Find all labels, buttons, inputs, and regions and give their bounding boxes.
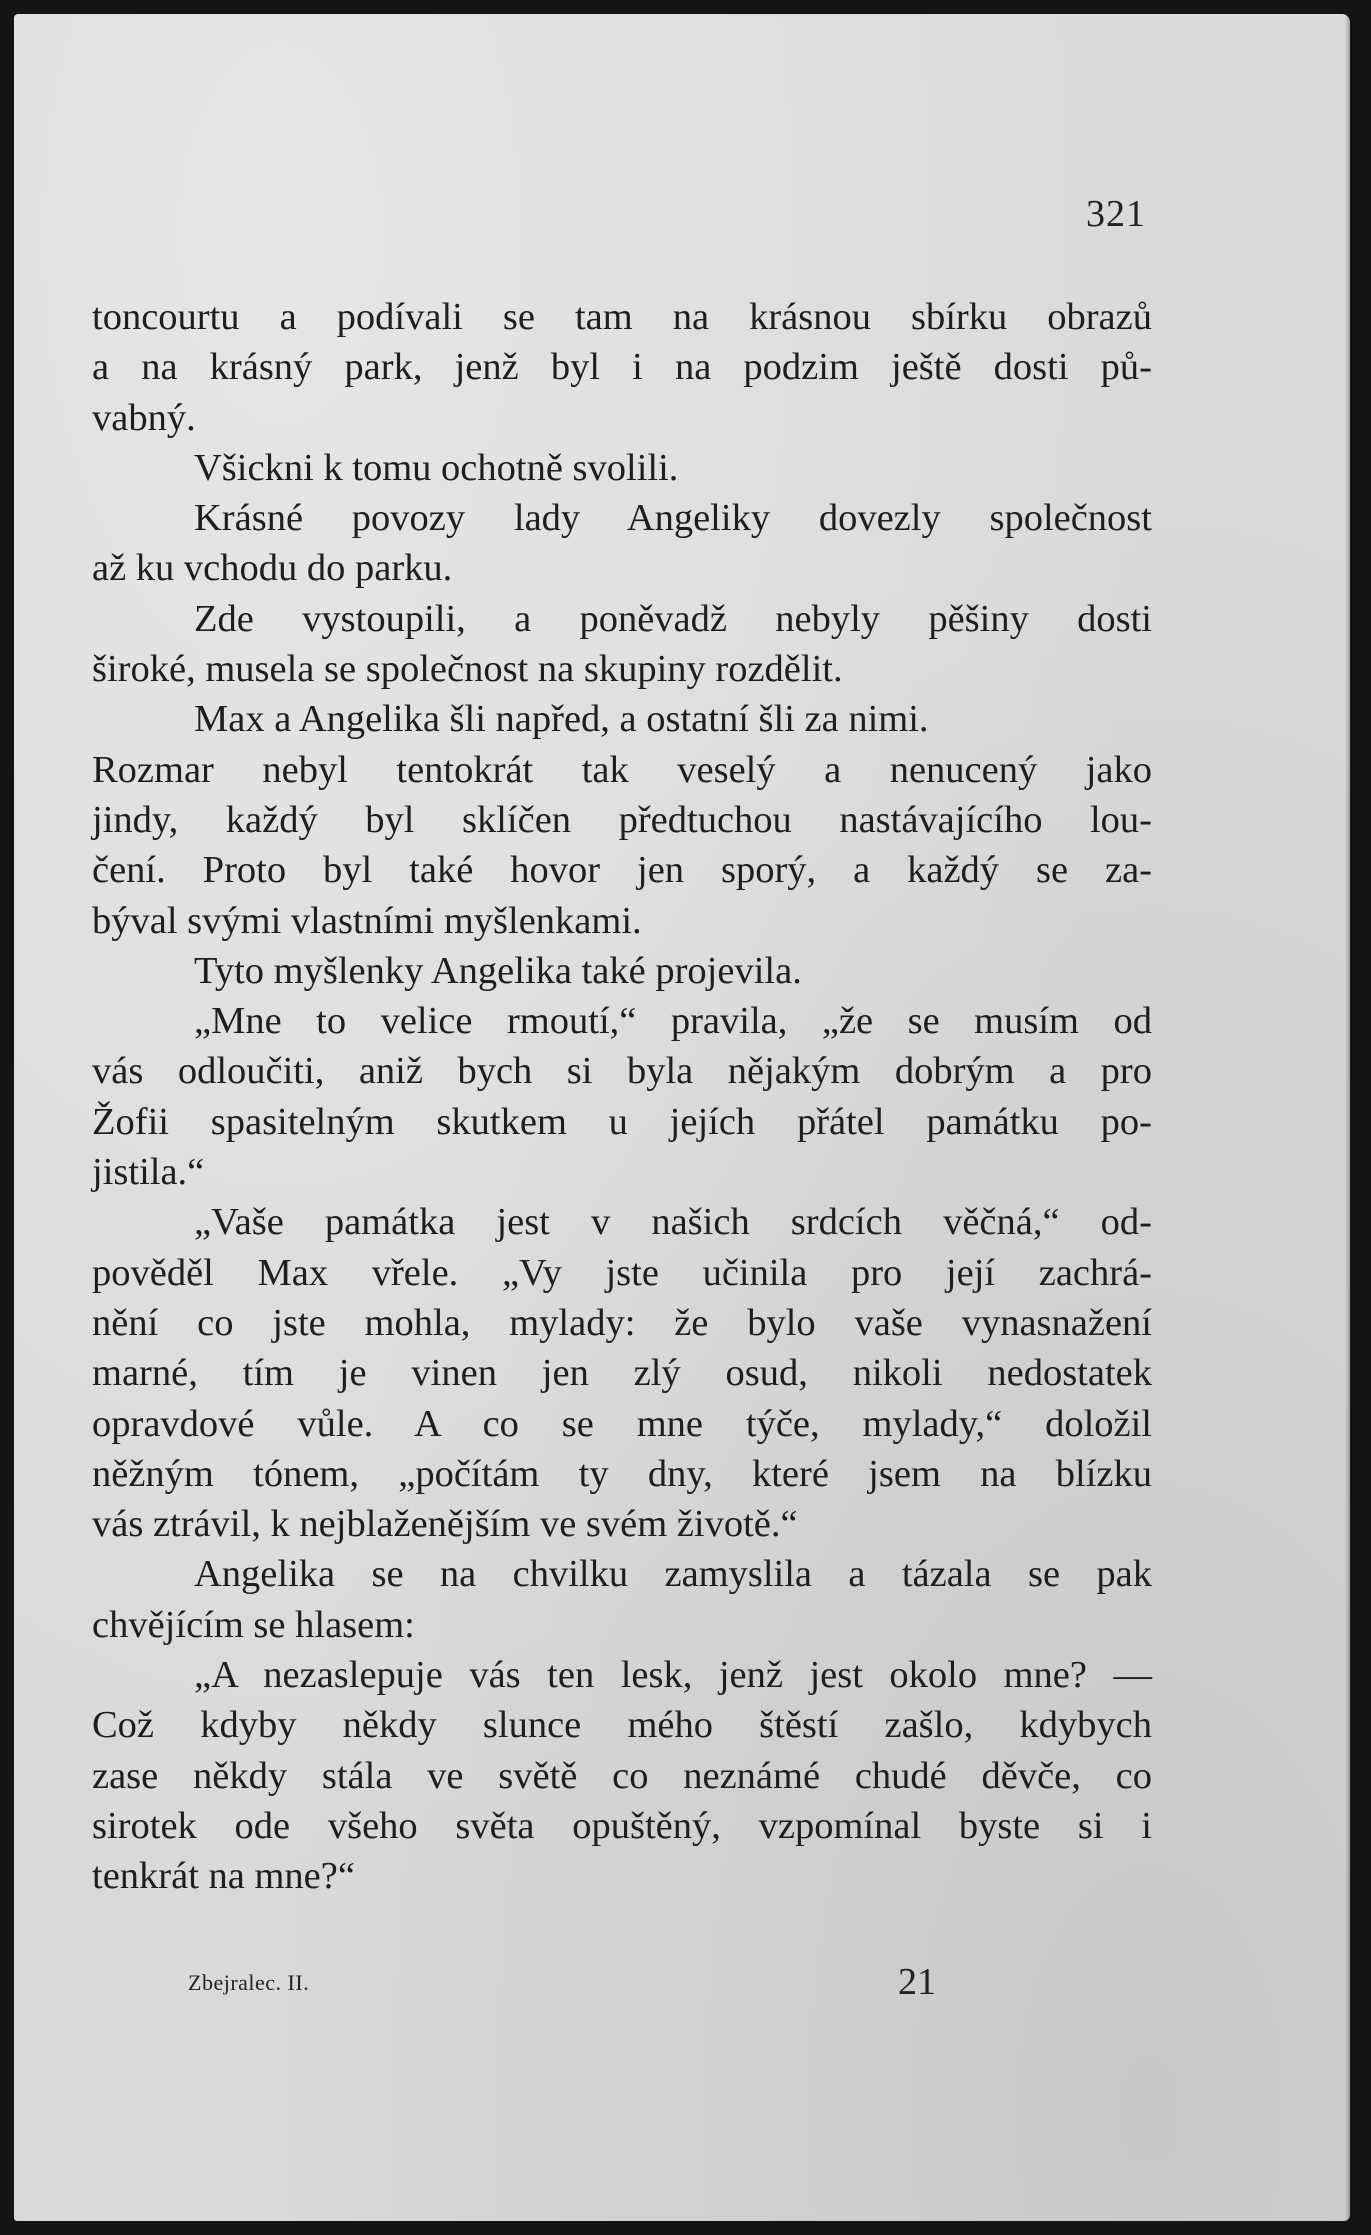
text-line: marné, tím je vinen jen zlý osud, nikoli nedostatek [92,1352,1152,1395]
paragraph [92,493,1152,594]
text-line: široké, musela se společnost na skupiny rozdělit. [92,648,843,691]
body-text [92,292,1152,1902]
text-line: tenkrát na mne?“ [92,1855,355,1898]
text-line: „Vaše památka jest v našich srdcích věčná,“ od- [194,1201,1152,1244]
text-line: Rozmar nebyl tentokrát tak veselý a nenucený jako [92,748,1152,791]
text-line: nění co jste mohla, mylady: že bylo vaše vynasnažení [92,1301,1152,1344]
text-line: Angelika se na chvilku zamyslila a tázala se pak [194,1553,1152,1596]
text-line: Max a Angelika šli napřed, a ostatní šli za nimi. [194,698,929,741]
text-line: pověděl Max vřele. „Vy jste učinila pro její zachrá- [92,1251,1152,1294]
paragraph [92,1549,1152,1650]
signature-mark: Zbejralec. II. [188,1970,310,1995]
paragraph [92,745,1152,946]
page-number: 321 [1086,193,1146,235]
text-line: chvějícím se hlasem: [92,1603,415,1646]
page-edge-shadow [1345,0,1371,2235]
text-line: Krásné povozy lady Angeliky dovezly společnost [194,497,1152,540]
text-line: vabný. [92,396,196,439]
text-line: Což kdyby někdy slunce mého štěstí zašlo, kdybych [92,1704,1152,1747]
paragraph [92,443,1152,493]
paragraph [92,1650,1152,1901]
text-line: jindy, každý byl sklíčen předtuchou nastávajícího lou- [92,798,1152,841]
text-line: Žofii spasitelným skutkem u jejích přátel památku po- [92,1100,1152,1143]
text-line: a na krásný park, jenž byl i na podzim ještě dosti pů- [92,346,1152,389]
text-line: čení. Proto byl také hovor jen sporý, a každý se za- [92,849,1152,892]
paragraph [92,292,1152,443]
text-line: jistila.“ [92,1151,205,1194]
text-line: až ku vchodu do parku. [92,547,453,590]
paragraph [92,594,1152,695]
text-line: zase někdy stála ve světě co neznámé chudé děvče, co [92,1754,1152,1797]
text-line: něžným tónem, „počítám ty dny, které jsem na blízku [92,1452,1152,1495]
text-line: „A nezaslepuje vás ten lesk, jenž jest okolo mne? — [194,1654,1152,1697]
text-line: vás odloučiti, aniž bych si byla nějakým dobrým a pro [92,1050,1152,1093]
text-line: toncourtu a podívali se tam na krásnou sbírku obrazů [92,296,1152,338]
text-line: Zde vystoupili, a poněvadž nebyly pěšiny dosti [194,597,1152,640]
text-line: „Mne to velice rmoutí,“ pravila, „že se musím od [194,1000,1152,1043]
paragraph [92,1197,1152,1549]
text-line: opravdové vůle. A co se mne týče, mylady,“ doložil [92,1402,1152,1445]
signature-number: 21 [898,1961,936,2003]
text-line: sirotek ode všeho světa opuštěný, vzpomínal byste si i [92,1804,1152,1847]
text-line: Tyto myšlenky Angelika také projevila. [194,949,802,992]
text-line: Všickni k tomu ochotně svolili. [194,446,679,489]
paragraph [92,996,1152,1197]
paragraph [92,946,1152,996]
text-line: vás ztrávil, k nejblaženějším ve svém životě.“ [92,1503,798,1546]
text-line: býval svými vlastními myšlenkami. [92,899,642,942]
paragraph [92,694,1152,744]
